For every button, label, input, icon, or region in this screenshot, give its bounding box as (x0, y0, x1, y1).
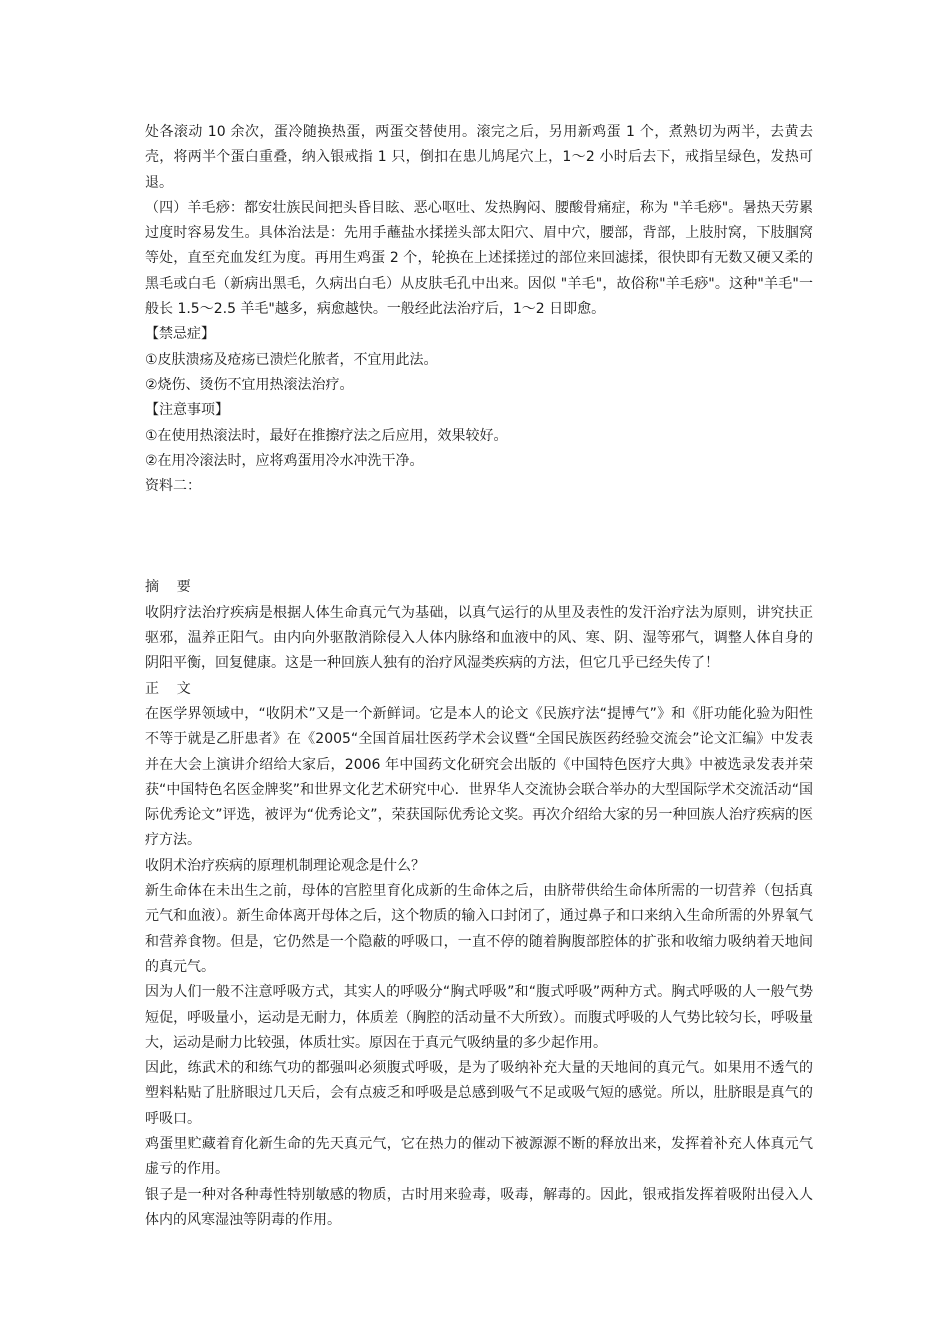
body-paragraph: 因为人们一般不注意呼吸方式，其实人的呼吸分“胸式呼吸”和“腹式呼吸”两种方式。胸式呼吸的人一般气势短促，呼吸量小，运动是无耐力，体质差（胸腔的活动量不大所致）。而腹式呼吸的人气势比较匀长，呼吸量大，运动是耐力比较强，体质壮实。原因在于真元气吸纳量的多少起作用。 (145, 984, 813, 1051)
abstract-heading: 摘 要 (145, 579, 191, 596)
material-two-label: 资料二： (145, 478, 201, 495)
note-item: ②在用冷滚法时，应将鸡蛋用冷水冲洗干净。 (145, 452, 424, 469)
contraindication-item: ①皮肤溃疡及疮疡已溃烂化脓者，不宜用此法。 (145, 351, 438, 368)
abstract-paragraph: 收阴疗法治疗疾病是根据人体生命真元气为基础，以真气运行的从里及表性的发汗治疗法为原则，讲究扶正驱邪，温养正阳气。由内向外驱散消除侵入人体内脉络和血液中的风、寒、阴、湿等邪气，调整人体自身的阴阳平衡，回复健康。这是一种回族人独有的治疗风湿类疾病的方法，但它几乎已经失传了！ (145, 604, 813, 672)
body-paragraph: 在医学界领域中，“收阴术”又是一个新鲜词。它是本人的论文《民族疗法“提博气”》和《肝功能化验为阳性不等于就是乙肝患者》在《2005“全国首届壮医药学术会议暨“全国民族医药经验交流会”论文汇编》中发表并在大会上演讲介绍给大家后，2006 年中国药文化研究会出版的《中国特色医疗大典》中被选录发表并荣获“中国特色名医金牌奖”和世界文化艺术研究中心．世界华人交流协会联合举办的大型国际学术交流活动“国际优秀论文”评选，被评为“优秀论文”，荣获国际优秀论文奖。再次介绍给大家的另一种回族人治疗疾病的医疗方法。 (145, 705, 813, 849)
body-heading: 正 文 (145, 680, 191, 697)
document-page (145, 120, 813, 1233)
contraindications-heading: 【禁忌症】 (145, 326, 215, 343)
paragraph-egg-rolling: 处各滚动 10 余次，蛋冷随换热蛋，两蛋交替使用。滚完之后，另用新鸡蛋 1 个，煮熟切为两半，去黄去壳，将两半个蛋白重叠，纳入银戒指 1 只，倒扣在患儿鸠尾穴上，1～2 小时后去下，戒指呈绿色，发热可退。 (145, 124, 813, 191)
note-item: ①在使用热滚法时，最好在推擦疗法之后应用，效果较好。 (145, 427, 508, 444)
body-paragraph: 新生命体在未出生之前，母体的宫腔里育化成新的生命体之后，由脐带供给生命体所需的一切营养（包括真元气和血液）。新生命体离开母体之后，这个物质的输入口封闭了，通过鼻子和口来纳入生命所需的外界氧气和营养食物。但是，它仍然是一个隐蔽的呼吸口，一直不停的随着胸腹部腔体的扩张和收缩力吸纳着天地间的真元气。 (145, 883, 813, 975)
question-paragraph: 收阴术治疗疾病的原理机制理论观念是什么？ (145, 857, 425, 874)
section-spacer (145, 499, 813, 575)
body-paragraph: 银子是一种对各种毒性特别敏感的物质，古时用来验毒，吸毒，解毒的。因此，银戒指发挥着吸附出侵入人体内的风寒湿浊等阴毒的作用。 (145, 1186, 813, 1228)
notes-heading: 【注意事项】 (145, 402, 229, 419)
contraindication-item: ②烧伤、烫伤不宜用热滚法治疗。 (145, 376, 354, 393)
paragraph-yangmaosha: （四）羊毛痧：都安壮族民间把头昏目眩、恶心呕吐、发热胸闷、腰酸骨痛症，称为 "羊毛痧"。暑热天劳累过度时容易发生。具体治法是：先用手蘸盐水揉搓头部太阳穴、眉中穴，腰部，背部，上肢肘窝，下肢腘窝等处，直至充血发红为度。再用生鸡蛋 2 个，轮换在上述揉搓过的部位来回滤揉，很快即有无数又硬又柔的黑毛或白毛（新病出黑毛，久病出白毛）从皮肤毛孔中出来。因似 "羊毛"，故俗称"羊毛痧"。这种"羊毛"一般长 1.5～2.5 羊毛"越多，病愈越快。一般经此法治疗后，1～2 日即愈。 (145, 199, 813, 318)
body-paragraph: 鸡蛋里贮藏着育化新生命的先天真元气，它在热力的催动下被源源不断的释放出来，发挥着补充人体真元气虚亏的作用。 (145, 1135, 813, 1178)
body-paragraph: 因此，练武术的和练气功的都强叫必须腹式呼吸，是为了吸纳补充大量的天地间的真元气。如果用不透气的塑料粘贴了肚脐眼过几天后，会有点疲乏和呼吸是总感到吸气不足或吸气短的感觉。所以，肚脐眼是真气的呼吸口。 (145, 1060, 813, 1127)
